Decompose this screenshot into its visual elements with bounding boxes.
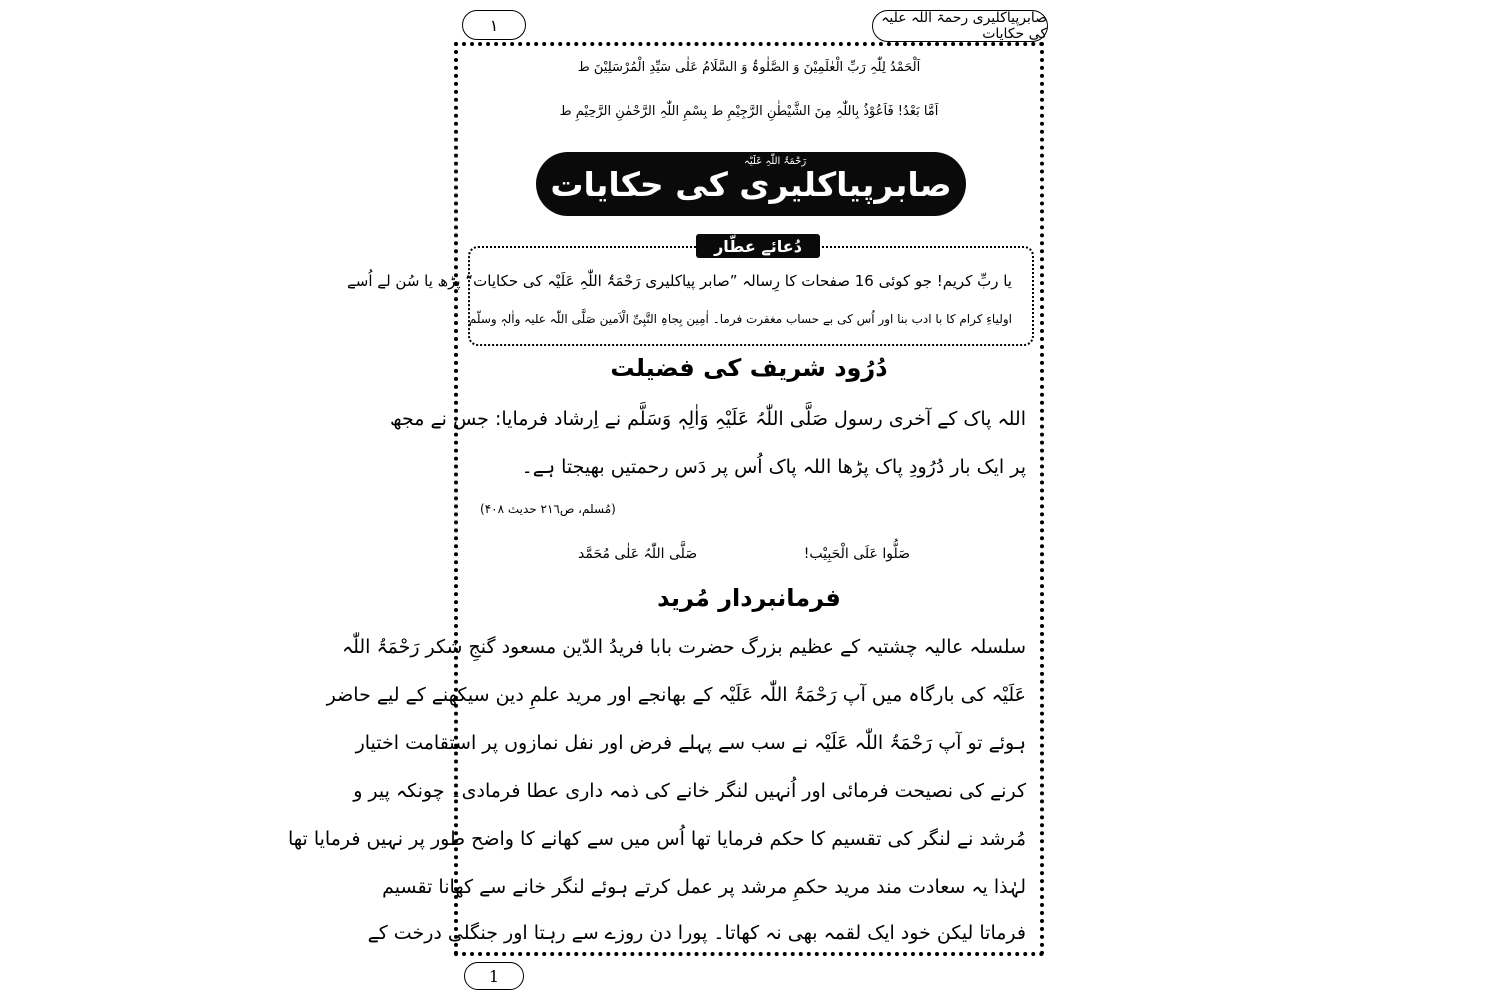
story-line: کرنے کی نصیحت فرمائی اور اُنہیں لنگر خانے کی ذمہ داری عطا فرمادی۔ چونکہ پیر و: [353, 780, 1026, 802]
invocation-hamd: اَلْحَمْدُ لِلّٰہِ رَبِّ الْعٰلَمِیْنَ وَ الصَّلٰوۃُ وَ السَّلَامُ عَلٰی سَیِّدِ الْمُرْسَلِیْنَ ط: [577, 60, 921, 75]
durood-line: پر ایک بار دُرُودِ پاک پڑھا اللہ پاک اُس پر دَس رحمتیں بھیجتا ہے۔: [521, 456, 1026, 478]
dua-heading: دُعائے عطّار: [696, 234, 820, 258]
story-line: عَلَیْہ کی بارگاہ میں آپ رَحْمَۃُ اللّٰہ عَلَیْہ کے بھانجے اور مرید علمِ دین سیکھنے کے لیے حاضر: [326, 684, 1026, 706]
book-page: [287, 0, 1048, 1000]
story-line: لہٰذا یہ سعادت مند مرید حکمِ مرشد پر عمل کرتے ہوئے لنگر خانے سے کھانا تقسیم: [382, 876, 1026, 898]
story-line: فرماتا لیکن خود ایک لقمہ بھی نہ کھاتا۔ پورا دن روزے سے رہتا اور جنگلی درخت کے: [367, 922, 1026, 944]
story-heading: فرمانبردار مُرید: [657, 584, 841, 612]
hadith-citation: (مُسلم، ص۲۱٦ حدیث ۴۰۸): [480, 502, 616, 516]
story-line: سلسلہ عالیہ چشتیہ کے عظیم بزرگ حضرت بابا فریدُ الدّین مسعود گنجِ شکر رَحْمَۃُ اللّٰہ: [341, 636, 1026, 658]
dua-line: یا ربِّ کریم! جو کوئی 16 صفحات کا رِسالہ ”صابر پیاکلیری رَحْمَۃُ اللّٰہِ عَلَیْہ کی حکایات“ پڑھ یا سُن لے اُسے: [346, 272, 1012, 290]
title-text: صابرپیاکلیری کی حکایات: [550, 164, 952, 204]
salawat-response: صَلَّی اللّٰہُ عَلٰی مُحَمَّد: [578, 546, 698, 562]
durood-line: اللہ پاک کے آخری رسول صَلَّی اللّٰہُ عَلَیْہِ وَاٰلِہٖ وَسَلَّم نے اِرشاد فرمایا: جس نے مجھ: [390, 408, 1026, 430]
header-book-title: صابرپیاکلیری رحمۃ اللہ علیہ کی حکایات: [872, 10, 1048, 42]
dua-box: [346, 246, 1034, 346]
header-page-number: ۱: [462, 10, 526, 40]
story-line: مُرشد نے لنگر کی تقسیم کا حکم فرمایا تھا اُس میں سے کھانے کا واضح طور پر نہیں فرمایا تھا: [287, 828, 1026, 850]
salawat-call: صَلُّوا عَلَی الْحَبِیْب!: [803, 546, 910, 562]
dua-line: اولیاءِ کرام کا با ادب بنا اور اُس کی بے حساب مغفرت فرما۔ اٰمِین بِجاہِ النَّبِیِّ الْاَمین صَلَّی اللّٰہ علیہ واٰلہٖ وسلّم: [468, 312, 1012, 326]
story-line: ہوئے تو آپ رَحْمَۃُ اللّٰہ عَلَیْہ نے سب سے پہلے فرض اور نفل نمازوں پر استقامت اختیار: [355, 732, 1026, 754]
durood-heading: دُرُود شریف کی فضیلت: [610, 354, 888, 382]
title-banner: [536, 152, 966, 216]
invocation-tawwuz: اَمَّا بَعْدُ! فَاَعُوْذُ بِاللّٰہِ مِنَ الشَّیْطٰنِ الرَّجِیْمِ ط بِسْمِ اللّٰہِ الرَّحْمٰنِ الرَّحِیْمِ ط: [559, 104, 939, 119]
title-honorific: رَحْمَۃُ اللّٰہِ عَلَیْہ: [744, 156, 807, 167]
page-frame: [287, 42, 1044, 956]
footer-page-number: 1: [464, 962, 524, 990]
